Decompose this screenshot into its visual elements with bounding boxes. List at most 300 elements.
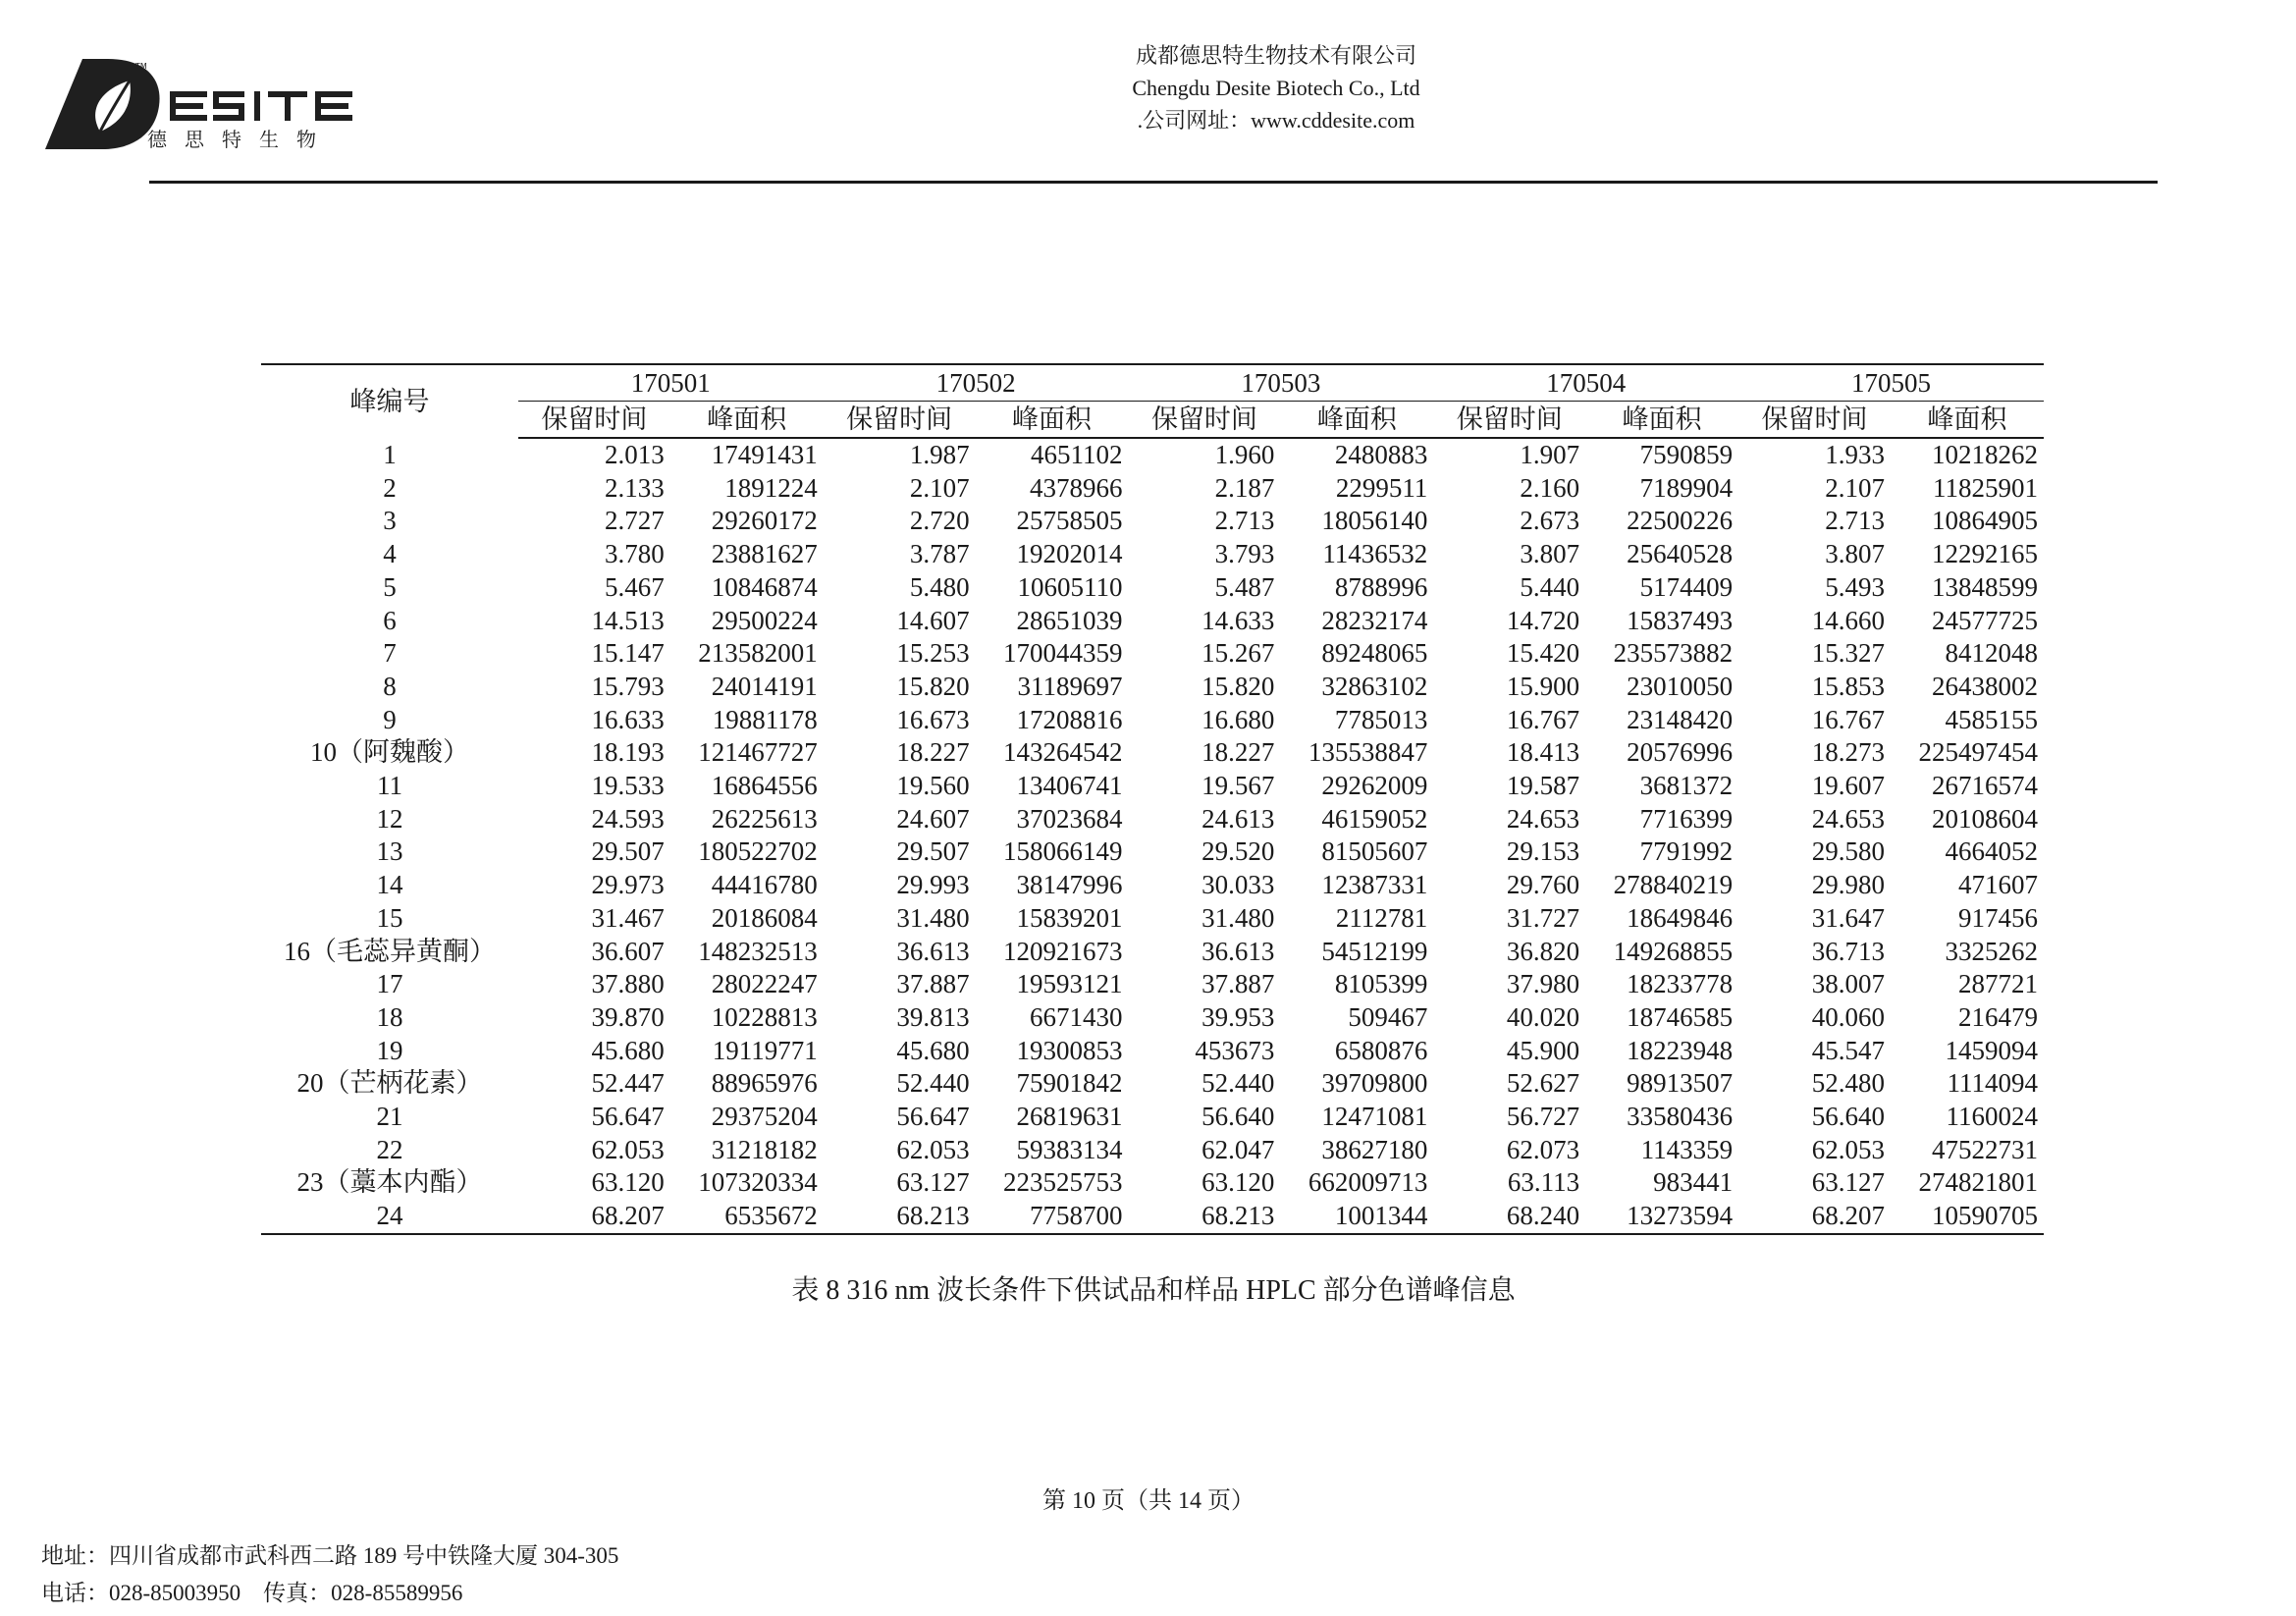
retention-time-cell: 62.073: [1506, 1134, 1580, 1164]
retention-time-cell: 52.440: [1201, 1068, 1275, 1099]
table-row: [261, 671, 2044, 704]
retention-time-cell: 5.480: [909, 571, 970, 602]
table-row: [261, 1001, 2044, 1035]
peak-area-cell: 29262009: [1321, 771, 1428, 801]
peak-area-cell: 149268855: [1613, 936, 1734, 966]
peak-area-cell: 38627180: [1321, 1134, 1428, 1164]
table-row: [261, 936, 2044, 969]
retention-time-cell: 36.613: [896, 936, 970, 966]
peak-area-cell: 1114094: [1947, 1068, 2038, 1099]
batch-header: 170501: [518, 364, 824, 402]
peak-area-cell: 19202014: [1016, 539, 1123, 569]
retention-time-cell: 62.047: [1201, 1134, 1275, 1164]
peak-number-cell: 17: [376, 969, 403, 999]
peak-area-cell: 7758700: [976, 1200, 1129, 1234]
peak-area-cell: 39709800: [1321, 1068, 1428, 1099]
peak-area-cell: 8788996: [1334, 571, 1428, 602]
retention-time-cell: 24.653: [1506, 803, 1580, 834]
peak-area-cell: 1459094: [1945, 1035, 2038, 1065]
retention-time-cell: 18.413: [1506, 737, 1580, 768]
peak-area-header: 峰面积: [1891, 402, 2044, 439]
retention-time-cell: 3.780: [605, 539, 665, 569]
peak-area-cell: 121467727: [698, 737, 818, 768]
peak-area-cell: 983441: [1653, 1167, 1734, 1198]
sub-header-row: [261, 402, 2044, 439]
table-row: [261, 472, 2044, 506]
retention-time-cell: 2.713: [1825, 506, 1885, 536]
peak-number-cell: 20（芒柄花素）: [296, 1068, 483, 1099]
table-row: [261, 605, 2044, 638]
company-website: .公司网址：www.cddesite.com: [1137, 108, 1415, 133]
peak-number-cell: 5: [383, 571, 397, 602]
retention-time-cell: 31.467: [591, 902, 665, 933]
retention-time-cell: 37.880: [591, 969, 665, 999]
peak-area-cell: 25640528: [1627, 539, 1734, 569]
peak-number-cell: 22: [376, 1134, 403, 1164]
retention-time-cell: 14.607: [896, 605, 970, 635]
retention-time-cell: 36.713: [1811, 936, 1885, 966]
peak-area-cell: 6580876: [1334, 1035, 1428, 1065]
peak-area-cell: 46159052: [1321, 803, 1428, 834]
retention-time-cell: 16.680: [1201, 704, 1275, 734]
peak-area-cell: 18056140: [1321, 506, 1428, 536]
retention-time-cell: 24.607: [896, 803, 970, 834]
retention-time-cell: 5.440: [1520, 571, 1580, 602]
peak-area-cell: 32863102: [1321, 671, 1428, 701]
retention-time-cell: 15.820: [896, 671, 970, 701]
retention-time-cell: 56.640: [1811, 1102, 1885, 1132]
retention-time-cell: 29.580: [1811, 836, 1885, 867]
peak-number-cell: 18: [376, 1001, 403, 1032]
retention-time-cell: 37.887: [896, 969, 970, 999]
peak-number-cell: 12: [376, 803, 403, 834]
retention-time-cell: 2.673: [1520, 506, 1580, 536]
retention-time-cell: 3.807: [1520, 539, 1580, 569]
table-row: [261, 902, 2044, 936]
peak-area-cell: 47522731: [1932, 1134, 2038, 1164]
peak-area-cell: 12471081: [1321, 1102, 1428, 1132]
retention-time-cell: 3.807: [1825, 539, 1885, 569]
peak-area-cell: 274821801: [1918, 1167, 2038, 1198]
retention-time-cell: 2.107: [909, 472, 970, 503]
peak-area-cell: 13406741: [1016, 771, 1123, 801]
peak-area-cell: 20108604: [1932, 803, 2038, 834]
retention-time-cell: 14.660: [1811, 605, 1885, 635]
retention-time-cell: 62.053: [896, 1134, 970, 1164]
peak-area-cell: 28651039: [1016, 605, 1123, 635]
table-row: [261, 1166, 2044, 1200]
peak-area-cell: 13273594: [1585, 1200, 1738, 1234]
retention-time-cell: 14.513: [591, 605, 665, 635]
batch-header: 170504: [1433, 364, 1738, 402]
peak-area-header: 峰面积: [1280, 402, 1433, 439]
retention-time-cell: 15.420: [1506, 638, 1580, 669]
table-row: [261, 736, 2044, 770]
peak-area-cell: 19119771: [712, 1035, 818, 1065]
peak-area-cell: 15839201: [1016, 902, 1123, 933]
table-row: [261, 637, 2044, 671]
retention-time-cell: 40.020: [1506, 1001, 1580, 1032]
retention-time-cell: 24.613: [1201, 803, 1275, 834]
peak-area-cell: 22500226: [1627, 506, 1734, 536]
peak-area-cell: 25758505: [1016, 506, 1123, 536]
retention-time-cell: 1.987: [909, 440, 970, 469]
peak-area-cell: 19300853: [1016, 1035, 1123, 1065]
batch-header: 170503: [1129, 364, 1434, 402]
table-row: [261, 571, 2044, 605]
peak-number-header: 峰编号: [261, 364, 518, 438]
retention-time-cell: 68.240: [1433, 1200, 1585, 1234]
retention-time-cell: 63.127: [896, 1167, 970, 1198]
peak-area-cell: 223525753: [1003, 1167, 1123, 1198]
peak-area-header: 峰面积: [1585, 402, 1738, 439]
retention-time-cell: 31.480: [1201, 902, 1275, 933]
retention-time-cell: 38.007: [1811, 969, 1885, 999]
retention-time-cell: 18.193: [591, 737, 665, 768]
peak-area-cell: 225497454: [1918, 737, 2038, 768]
peak-area-cell: 44416780: [711, 870, 818, 900]
retention-time-cell: 14.633: [1201, 605, 1275, 635]
peak-area-cell: 216479: [1958, 1001, 2038, 1032]
peak-number-cell: 4: [383, 539, 397, 569]
peak-area-cell: 1143359: [1640, 1134, 1734, 1164]
peak-area-cell: 2299511: [1335, 472, 1428, 503]
peak-area-cell: 13848599: [1932, 571, 2038, 602]
retention-time-cell: 29.760: [1506, 870, 1580, 900]
retention-time-cell: 16.767: [1506, 704, 1580, 734]
peak-area-header: 峰面积: [670, 402, 824, 439]
retention-time-cell: 5.493: [1825, 571, 1885, 602]
retention-time-cell: 5.467: [605, 571, 665, 602]
peak-area-cell: 20576996: [1627, 737, 1734, 768]
retention-time-cell: 2.187: [1214, 472, 1275, 503]
peak-area-cell: 10590705: [1891, 1200, 2044, 1234]
peak-area-cell: 38147996: [1016, 870, 1123, 900]
retention-time-cell: 2.013: [605, 440, 665, 469]
peak-area-cell: 1160024: [1946, 1102, 2038, 1132]
retention-time-cell: 63.120: [591, 1167, 665, 1198]
retention-time-cell: 15.900: [1506, 671, 1580, 701]
retention-time-cell: 2.713: [1214, 506, 1275, 536]
peak-area-cell: 26716574: [1932, 771, 2038, 801]
peak-area-cell: 98913507: [1627, 1068, 1734, 1099]
peak-area-cell: 31189697: [1017, 671, 1123, 701]
batch-header: 170505: [1738, 364, 2044, 402]
peak-area-cell: 31218182: [711, 1134, 818, 1164]
retention-time-cell: 45.680: [591, 1035, 665, 1065]
peak-area-cell: 143264542: [1003, 737, 1123, 768]
table-row: [261, 968, 2044, 1001]
peak-area-cell: 24014191: [711, 671, 818, 701]
peak-area-cell: 1891224: [724, 472, 818, 503]
peak-area-cell: 8105399: [1334, 969, 1428, 999]
table-row: [261, 869, 2044, 902]
table-row: [261, 1067, 2044, 1101]
retention-time-cell: 15.853: [1811, 671, 1885, 701]
retention-time-cell: 52.447: [591, 1068, 665, 1099]
peak-number-cell: 15: [376, 902, 403, 933]
peak-area-cell: 7590859: [1639, 440, 1734, 469]
peak-number-cell: 23（藁本内酯）: [296, 1167, 483, 1198]
peak-area-cell: 10864905: [1932, 506, 2038, 536]
header-divider: [149, 181, 2158, 184]
company-info: [1021, 39, 1531, 136]
peak-area-cell: 33580436: [1627, 1102, 1734, 1132]
peak-number-cell: 9: [383, 704, 397, 734]
peak-area-header: 峰面积: [976, 402, 1129, 439]
peak-area-cell: 18223948: [1627, 1035, 1734, 1065]
peak-area-cell: 15837493: [1627, 605, 1734, 635]
retention-time-cell: 1.907: [1520, 440, 1580, 469]
peak-area-cell: 12387331: [1321, 870, 1428, 900]
retention-time-cell: 45.900: [1506, 1035, 1580, 1065]
peak-area-cell: 11825901: [1933, 472, 2038, 503]
peak-area-cell: 917456: [1958, 902, 2038, 933]
retention-time-cell: 52.440: [896, 1068, 970, 1099]
retention-time-cell: 37.980: [1506, 969, 1580, 999]
table-caption: 表 8 316 nm 波长条件下供试品和样品 HPLC 部分色谱峰信息: [791, 1275, 1516, 1306]
retention-time-cell: 15.147: [591, 638, 665, 669]
peak-area-cell: 120921673: [1003, 936, 1123, 966]
retention-time-cell: 5.487: [1214, 571, 1275, 602]
retention-time-cell: 16.767: [1811, 704, 1885, 734]
peak-area-cell: 4585155: [1945, 704, 2038, 734]
peak-area-cell: 148232513: [698, 936, 818, 966]
peak-area-cell: 37023684: [1016, 803, 1123, 834]
peak-area-cell: 662009713: [1308, 1167, 1428, 1198]
table-body: [261, 438, 2044, 1234]
table-row: [261, 835, 2044, 869]
peak-area-cell: 20186084: [711, 902, 818, 933]
peak-area-cell: 19593121: [1016, 969, 1123, 999]
peak-area-cell: 7716399: [1639, 803, 1734, 834]
company-name-cn: 成都德思特生物技术有限公司: [1135, 43, 1416, 68]
peak-area-cell: 81505607: [1321, 836, 1428, 867]
retention-time-cell: 62.053: [1811, 1134, 1885, 1164]
peak-area-cell: 29375204: [711, 1102, 818, 1132]
retention-time-cell: 2.160: [1520, 472, 1580, 503]
peak-area-cell: 4651102: [1031, 440, 1123, 469]
peak-area-cell: 6535672: [670, 1200, 824, 1234]
peak-area-cell: 4664052: [1945, 836, 2038, 867]
table-row: [261, 438, 2044, 472]
retention-time-header: 保留时间: [1433, 402, 1585, 439]
footer-contact: 电话：028-85003950 传真：028-85589956: [41, 1581, 463, 1605]
peak-number-cell: 7: [383, 638, 397, 669]
peak-area-cell: 170044359: [1003, 638, 1123, 669]
retention-time-cell: 29.153: [1506, 836, 1580, 867]
table-row: [261, 803, 2044, 836]
retention-time-cell: 36.820: [1506, 936, 1580, 966]
retention-time-cell: 3.793: [1214, 539, 1275, 569]
retention-time-cell: 24.653: [1811, 803, 1885, 834]
company-name-en: Chengdu Desite Biotech Co., Ltd: [1132, 76, 1420, 100]
retention-time-cell: 29.520: [1201, 836, 1275, 867]
peak-area-cell: 3325262: [1945, 936, 2038, 966]
peak-number-cell: 8: [383, 671, 397, 701]
retention-time-cell: 39.953: [1201, 1001, 1275, 1032]
peak-area-cell: 278840219: [1613, 870, 1734, 900]
peak-area-cell: 29260172: [711, 506, 818, 536]
retention-time-cell: 68.213: [1129, 1200, 1281, 1234]
table-row: [261, 770, 2044, 803]
retention-time-cell: 68.207: [1738, 1200, 1891, 1234]
peak-area-cell: 158066149: [1003, 836, 1123, 867]
peak-area-cell: 24577725: [1932, 605, 2038, 635]
peak-area-cell: 11436532: [1322, 539, 1428, 569]
retention-time-cell: 15.327: [1811, 638, 1885, 669]
peak-area-cell: 10846874: [711, 571, 818, 602]
retention-time-cell: 1.960: [1214, 440, 1275, 469]
table-row: [261, 1035, 2044, 1068]
table-row: [261, 1101, 2044, 1134]
retention-time-cell: 56.727: [1506, 1102, 1580, 1132]
retention-time-cell: 15.793: [591, 671, 665, 701]
peak-number-cell: 2: [383, 472, 397, 503]
peak-area-cell: 19881178: [712, 704, 818, 734]
peak-area-cell: 6671430: [1030, 1001, 1123, 1032]
peak-area-cell: 10605110: [1017, 571, 1123, 602]
retention-time-cell: 2.720: [909, 506, 970, 536]
retention-time-cell: 56.647: [591, 1102, 665, 1132]
peak-number-cell: 14: [376, 870, 403, 900]
retention-time-header: 保留时间: [1129, 402, 1281, 439]
peak-area-cell: 12292165: [1932, 539, 2038, 569]
retention-time-cell: 63.113: [1507, 1167, 1580, 1198]
retention-time-cell: 29.973: [591, 870, 665, 900]
peak-number-cell: 16（毛蕊异黄酮）: [283, 936, 496, 966]
peak-area-cell: 23010050: [1627, 671, 1734, 701]
table-row: [261, 1200, 2044, 1234]
retention-time-cell: 15.253: [896, 638, 970, 669]
retention-time-cell: 18.227: [896, 737, 970, 768]
peak-number-cell: 24: [261, 1200, 518, 1234]
peak-area-cell: 89248065: [1321, 638, 1428, 669]
peak-area-cell: 135538847: [1308, 737, 1428, 768]
peak-area-cell: 213582001: [698, 638, 818, 669]
peak-area-cell: 509467: [1348, 1001, 1428, 1032]
retention-time-cell: 52.627: [1506, 1068, 1580, 1099]
hplc-peak-table: [261, 363, 2044, 1235]
table-row: [261, 1134, 2044, 1167]
trademark-mark: TM: [135, 62, 147, 71]
retention-time-cell: 36.607: [591, 936, 665, 966]
peak-area-cell: 17491431: [711, 440, 818, 469]
peak-number-cell: 19: [376, 1035, 403, 1065]
retention-time-cell: 56.647: [896, 1102, 970, 1132]
peak-area-cell: 471607: [1958, 870, 2038, 900]
retention-time-cell: 68.207: [518, 1200, 670, 1234]
peak-area-cell: 75901842: [1016, 1068, 1123, 1099]
peak-number-cell: 11: [376, 771, 402, 801]
retention-time-cell: 453673: [1195, 1035, 1275, 1065]
peak-number-cell: 6: [383, 605, 397, 635]
retention-time-cell: 62.053: [591, 1134, 665, 1164]
peak-area-cell: 2480883: [1334, 440, 1428, 469]
peak-area-cell: 18233778: [1627, 969, 1734, 999]
peak-area-cell: 7189904: [1639, 472, 1734, 503]
peak-area-cell: 88965976: [711, 1068, 818, 1099]
retention-time-cell: 1.933: [1825, 440, 1885, 469]
retention-time-cell: 29.980: [1811, 870, 1885, 900]
retention-time-header: 保留时间: [824, 402, 976, 439]
peak-area-cell: 17208816: [1016, 704, 1123, 734]
retention-time-cell: 3.787: [909, 539, 970, 569]
retention-time-cell: 15.267: [1201, 638, 1275, 669]
retention-time-cell: 18.227: [1201, 737, 1275, 768]
table-row: [261, 538, 2044, 571]
peak-area-cell: 7791992: [1639, 836, 1734, 867]
peak-area-cell: 26819631: [1016, 1102, 1123, 1132]
peak-area-cell: 10228813: [711, 1001, 818, 1032]
batch-header-row: [261, 364, 2044, 402]
page-footer: [41, 1537, 618, 1612]
retention-time-cell: 63.127: [1811, 1167, 1885, 1198]
peak-number-cell: 21: [376, 1102, 403, 1132]
logo-subtitle: 德思特生物: [147, 128, 334, 151]
retention-time-cell: 19.567: [1201, 771, 1275, 801]
peak-area-cell: 180522702: [698, 836, 818, 867]
page-number: 第 10 页（共 14 页）: [1042, 1488, 1255, 1514]
retention-time-cell: 29.993: [896, 870, 970, 900]
retention-time-cell: 68.213: [824, 1200, 976, 1234]
retention-time-cell: 31.727: [1506, 902, 1580, 933]
table-row: [261, 704, 2044, 737]
retention-time-cell: 52.480: [1811, 1068, 1885, 1099]
retention-time-cell: 14.720: [1506, 605, 1580, 635]
peak-area-cell: 10218262: [1932, 440, 2038, 469]
peak-area-cell: 29500224: [711, 605, 818, 635]
retention-time-header: 保留时间: [1738, 402, 1891, 439]
peak-area-cell: 235573882: [1613, 638, 1734, 669]
peak-area-cell: 28232174: [1321, 605, 1428, 635]
peak-area-cell: 54512199: [1321, 936, 1428, 966]
batch-header: 170502: [824, 364, 1129, 402]
retention-time-cell: 36.613: [1201, 936, 1275, 966]
peak-area-cell: 107320334: [698, 1167, 818, 1198]
retention-time-cell: 24.593: [591, 803, 665, 834]
retention-time-cell: 19.533: [591, 771, 665, 801]
peak-area-cell: 287721: [1958, 969, 2038, 999]
peak-area-cell: 2112781: [1335, 902, 1428, 933]
peak-area-cell: 3681372: [1639, 771, 1734, 801]
footer-address: 地址：四川省成都市武科西二路 189 号中铁隆大厦 304-305: [41, 1543, 619, 1568]
retention-time-cell: 39.813: [896, 1001, 970, 1032]
retention-time-cell: 37.887: [1201, 969, 1275, 999]
peak-area-cell: 4378966: [1030, 472, 1123, 503]
retention-time-cell: 19.560: [896, 771, 970, 801]
peak-number-cell: 13: [376, 836, 403, 867]
retention-time-cell: 16.633: [591, 704, 665, 734]
peak-area-cell: 26225613: [711, 803, 818, 834]
retention-time-cell: 29.507: [591, 836, 665, 867]
peak-area-cell: 16864556: [711, 771, 818, 801]
retention-time-header: 保留时间: [518, 402, 670, 439]
peak-area-cell: 23148420: [1627, 704, 1734, 734]
retention-time-cell: 56.640: [1201, 1102, 1275, 1132]
retention-time-cell: 63.120: [1201, 1167, 1275, 1198]
peak-number-cell: 1: [383, 439, 397, 469]
peak-area-cell: 26438002: [1932, 671, 2038, 701]
retention-time-cell: 19.607: [1811, 771, 1885, 801]
peak-area-cell: 18649846: [1627, 902, 1734, 933]
peak-area-cell: 23881627: [711, 539, 818, 569]
peak-number-cell: 3: [383, 506, 397, 536]
peak-area-cell: 18746585: [1627, 1001, 1734, 1032]
retention-time-cell: 45.547: [1811, 1035, 1885, 1065]
retention-time-cell: 15.820: [1201, 671, 1275, 701]
peak-area-cell: 1001344: [1280, 1200, 1433, 1234]
